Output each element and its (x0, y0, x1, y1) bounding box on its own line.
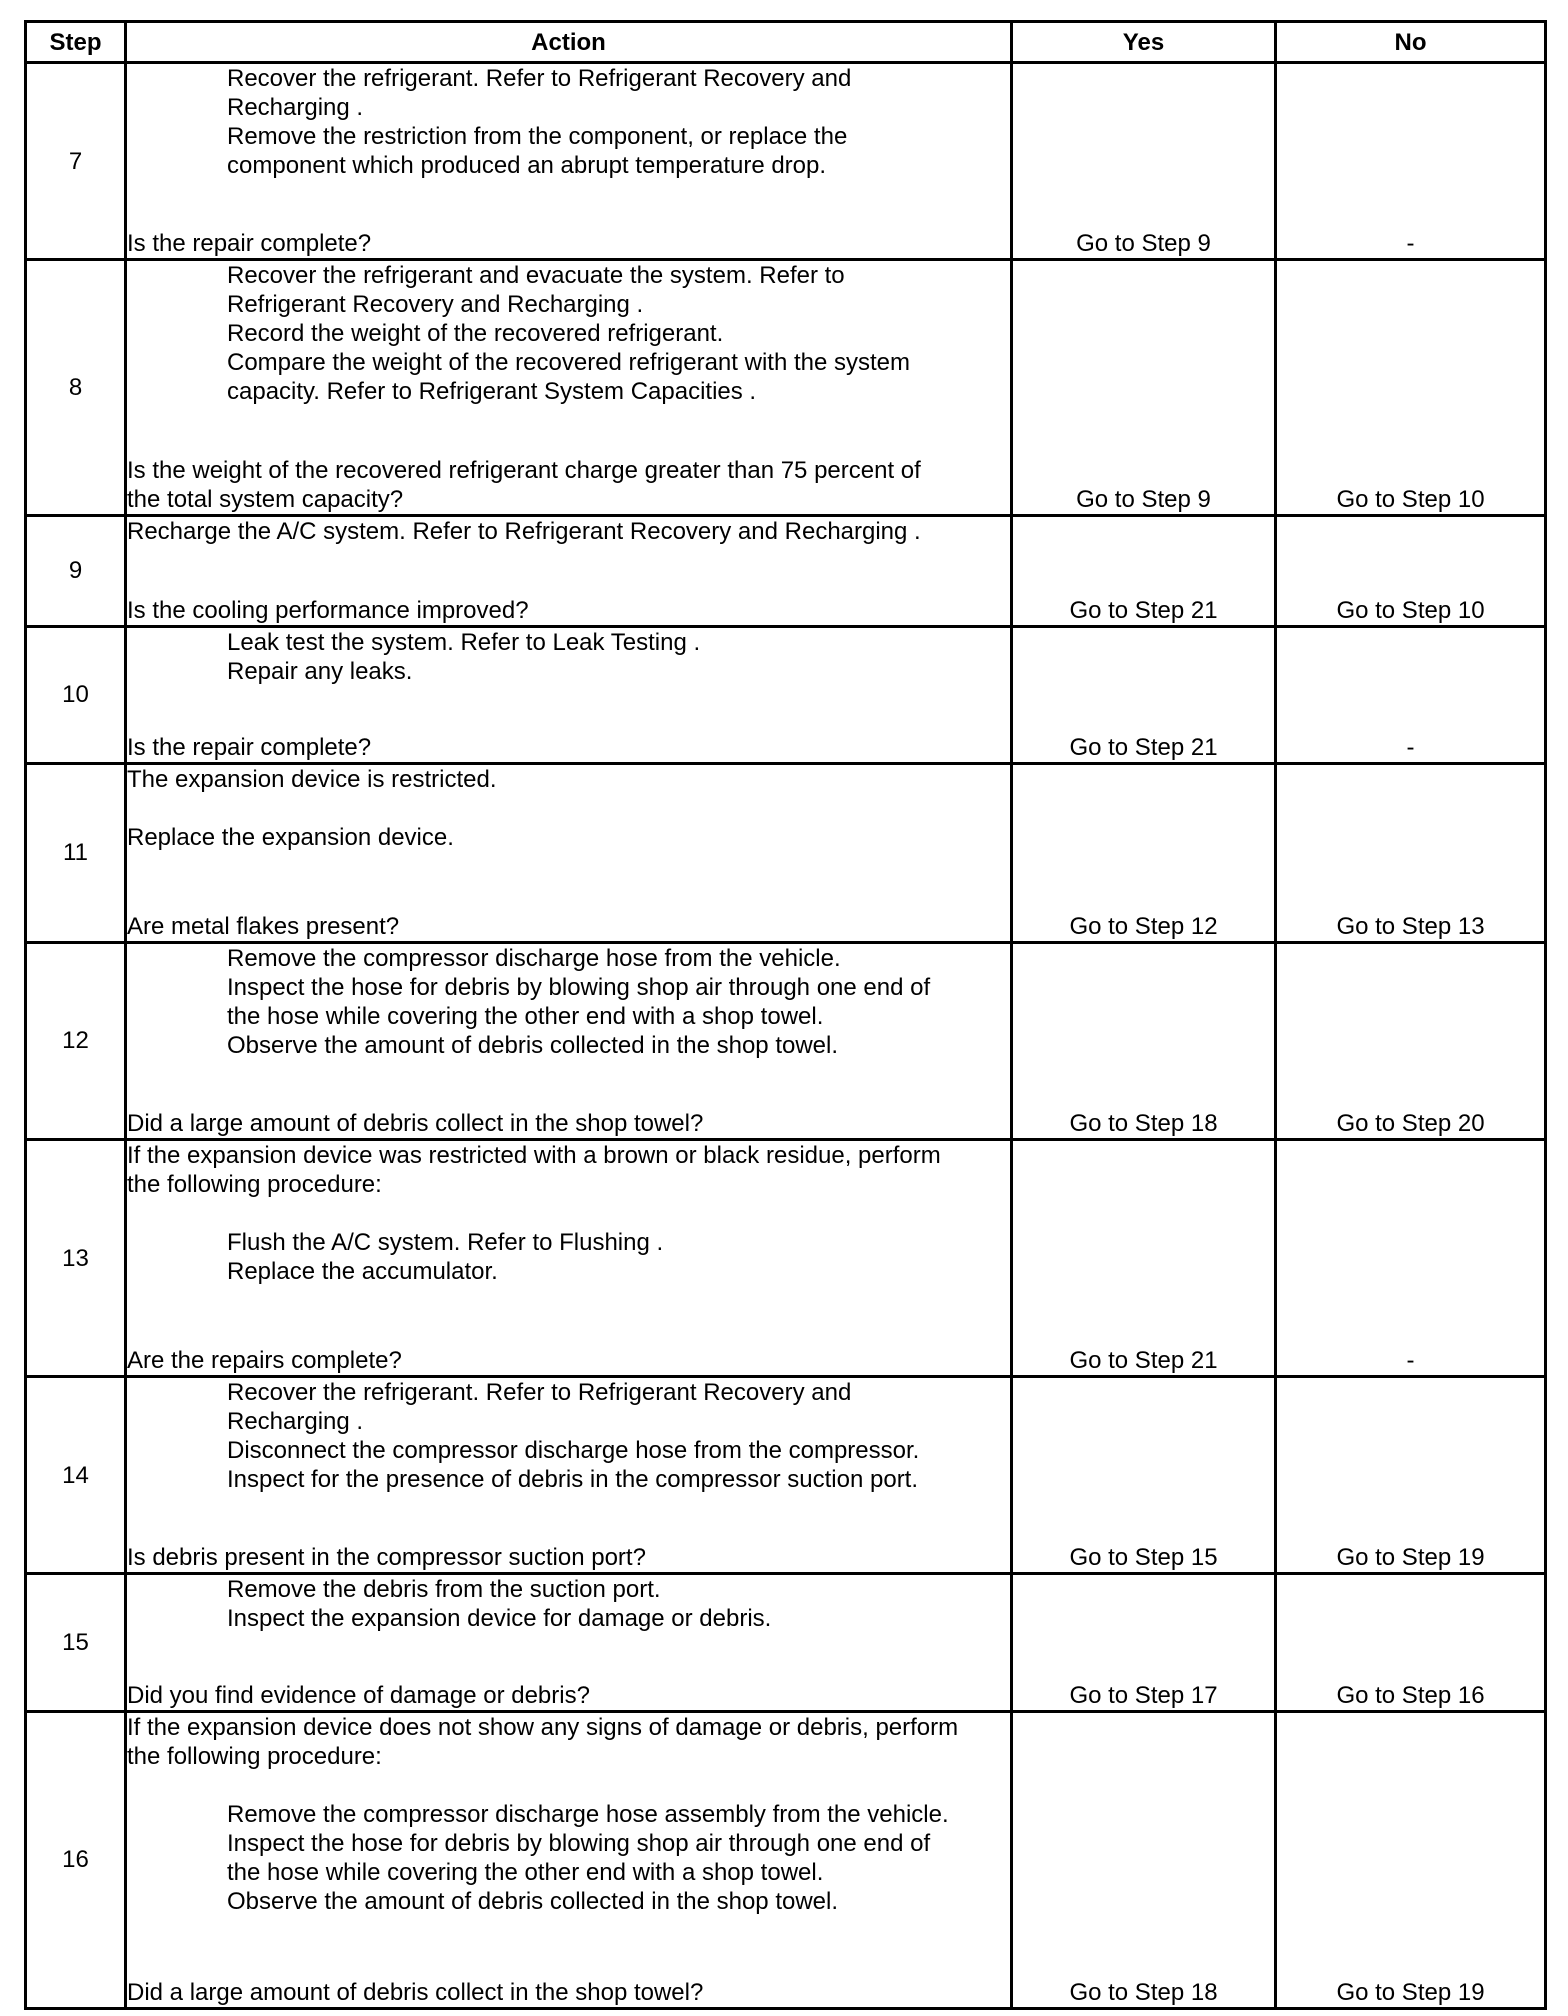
step-number: 9 (26, 516, 126, 626)
instruction-line: Inspect the expansion device for damage or debris. (227, 1605, 772, 1633)
no-result: - (1276, 63, 1546, 260)
action-cell (126, 1574, 1012, 1711)
instruction-line: Disconnect the compressor discharge hose from the compressor. (227, 1437, 920, 1465)
step-number: 12 (26, 942, 126, 1139)
question-line: Did a large amount of debris collect in the shop towel? (127, 1110, 704, 1138)
instruction-line: Recharging . (227, 94, 364, 121)
action-instructions (127, 1141, 1010, 1286)
question (127, 733, 1010, 762)
instruction-line: Compare the weight of the recovered refrigerant with the system (227, 349, 910, 377)
question-line: Is the weight of the recovered refrigerant charge greater than 75 percent of (127, 457, 921, 485)
instruction-line: Inspect the hose for debris by blowing shop air through one end of (227, 973, 931, 1001)
question-line: Are metal flakes present? (127, 912, 400, 940)
step-number: 10 (26, 626, 126, 763)
action-cell (126, 763, 1012, 942)
action-cell (126, 63, 1012, 260)
question (127, 596, 1010, 625)
step-number: 15 (26, 1574, 126, 1711)
instruction-line: component which produced an abrupt temperature drop. (227, 152, 827, 179)
question (127, 1978, 1010, 2007)
instruction-line: the hose while covering the other end with a shop towel. (227, 1858, 824, 1886)
action-cell (126, 1140, 1012, 1377)
instruction-line: Remove the debris from the suction port. (227, 1576, 661, 1604)
action-cell (126, 516, 1012, 626)
yes-result: Go to Step 21 (1012, 1140, 1276, 1377)
instruction-line: Observe the amount of debris collected in the shop towel. (227, 1887, 839, 1915)
paragraph-line: Replace the expansion device. (127, 823, 454, 851)
no-result: - (1276, 626, 1546, 763)
yes-result: Go to Step 18 (1012, 942, 1276, 1139)
action-instructions (127, 1378, 1010, 1494)
paragraph-line: If the expansion device was restricted with a brown or black residue, perform (127, 1142, 941, 1170)
table-row (26, 1377, 1546, 1574)
yes-result: Go to Step 9 (1012, 63, 1276, 260)
action-instructions (127, 628, 1010, 686)
no-result: Go to Step 10 (1276, 260, 1546, 516)
instruction-line: Recover the refrigerant. Refer to Refrigerant Recovery and (227, 1379, 852, 1407)
instruction-line: Recover the refrigerant and evacuate the system. Refer to (227, 262, 845, 290)
step-number: 14 (26, 1377, 126, 1574)
no-result: Go to Step 10 (1276, 516, 1546, 626)
instruction-line: Record the weight of the recovered refrigerant. (227, 320, 724, 348)
instruction-line: Flush the A/C system. Refer to Flushing . (227, 1229, 664, 1257)
instruction-line: Replace the accumulator. (227, 1258, 498, 1286)
instruction-line: Inspect the hose for debris by blowing shop air through one end of (227, 1829, 931, 1857)
yes-result: Go to Step 21 (1012, 516, 1276, 626)
table-row (26, 63, 1546, 260)
action-cell (126, 260, 1012, 516)
no-result: Go to Step 13 (1276, 763, 1546, 942)
header-action: Action (126, 22, 1012, 63)
paragraph-line: The expansion device is restricted. (127, 765, 497, 793)
question (127, 1681, 1010, 1710)
action-instructions (127, 64, 1010, 180)
yes-result: Go to Step 21 (1012, 626, 1276, 763)
question-line: Are the repairs complete? (127, 1347, 402, 1375)
instruction-line: capacity. Refer to Refrigerant System Capacities . (227, 378, 757, 406)
action-cell (126, 1377, 1012, 1574)
table-row (26, 763, 1546, 942)
step-number: 13 (26, 1140, 126, 1377)
table-row (26, 260, 1546, 516)
instruction-line: Remove the compressor discharge hose assembly from the vehicle. (227, 1800, 949, 1828)
action-cell (126, 1711, 1012, 2008)
question (127, 1543, 1010, 1572)
step-number: 8 (26, 260, 126, 516)
question-line: Is the repair complete? (127, 733, 372, 761)
instruction-line: Observe the amount of debris collected in the shop towel. (227, 1031, 839, 1059)
table-row (26, 516, 1546, 626)
instruction-line: Recover the refrigerant. Refer to Refrigerant Recovery and (227, 65, 852, 92)
question (127, 229, 1010, 258)
no-result: Go to Step 20 (1276, 942, 1546, 1139)
instruction-line: Repair any leaks. (227, 657, 413, 685)
no-result: Go to Step 19 (1276, 1711, 1546, 2008)
question-line: Is the repair complete? (127, 230, 372, 258)
step-number: 7 (26, 63, 126, 260)
instruction-line: Leak test the system. Refer to Leak Testing . (227, 628, 701, 656)
yes-result: Go to Step 9 (1012, 260, 1276, 516)
action-instructions (127, 944, 1010, 1060)
question-line: Did a large amount of debris collect in the shop towel? (127, 1979, 704, 2006)
instruction-line: Inspect for the presence of debris in the compressor suction port. (227, 1466, 919, 1494)
step-number: 11 (26, 763, 126, 942)
action-instructions (127, 1713, 1010, 1916)
question-line: Is debris present in the compressor suction port? (127, 1544, 646, 1572)
table-row (26, 1574, 1546, 1711)
yes-result: Go to Step 15 (1012, 1377, 1276, 1574)
diagnostic-table (24, 20, 1547, 2010)
paragraph-line: the following procedure: (127, 1742, 382, 1770)
header-yes: Yes (1012, 22, 1276, 63)
table-row (26, 942, 1546, 1139)
question (127, 456, 1010, 514)
no-result: Go to Step 19 (1276, 1377, 1546, 1574)
action-cell (126, 942, 1012, 1139)
no-result: Go to Step 16 (1276, 1574, 1546, 1711)
table-row (26, 1711, 1546, 2008)
instruction-line: Recharging . (227, 1408, 364, 1436)
instruction-line: the hose while covering the other end with a shop towel. (227, 1002, 824, 1030)
question (127, 1346, 1010, 1375)
paragraph-line: the following procedure: (127, 1171, 382, 1199)
action-instructions (127, 765, 1010, 852)
question (127, 912, 1010, 941)
paragraph-line: If the expansion device does not show any signs of damage or debris, perform (127, 1713, 959, 1741)
yes-result: Go to Step 12 (1012, 763, 1276, 942)
step-number: 16 (26, 1711, 126, 2008)
question (127, 1109, 1010, 1138)
header-no: No (1276, 22, 1546, 63)
action-instructions (127, 1575, 1010, 1633)
yes-result: Go to Step 18 (1012, 1711, 1276, 2008)
question-line: Did you find evidence of damage or debris? (127, 1681, 590, 1709)
no-result: - (1276, 1140, 1546, 1377)
paragraph-line: Recharge the A/C system. Refer to Refrigerant Recovery and Recharging . (127, 518, 921, 546)
table-row (26, 1140, 1546, 1377)
action-instructions (127, 261, 1010, 406)
instruction-line: Refrigerant Recovery and Recharging . (227, 291, 644, 319)
instruction-line: Remove the restriction from the component, or replace the (227, 123, 848, 150)
instruction-line: Remove the compressor discharge hose from the vehicle. (227, 944, 841, 972)
action-cell (126, 626, 1012, 763)
yes-result: Go to Step 17 (1012, 1574, 1276, 1711)
header-row (26, 22, 1546, 63)
table-row (26, 626, 1546, 763)
header-step: Step (26, 22, 126, 63)
action-instructions (127, 517, 1010, 546)
question-line: Is the cooling performance improved? (127, 596, 529, 624)
question-line: the total system capacity? (127, 486, 404, 514)
